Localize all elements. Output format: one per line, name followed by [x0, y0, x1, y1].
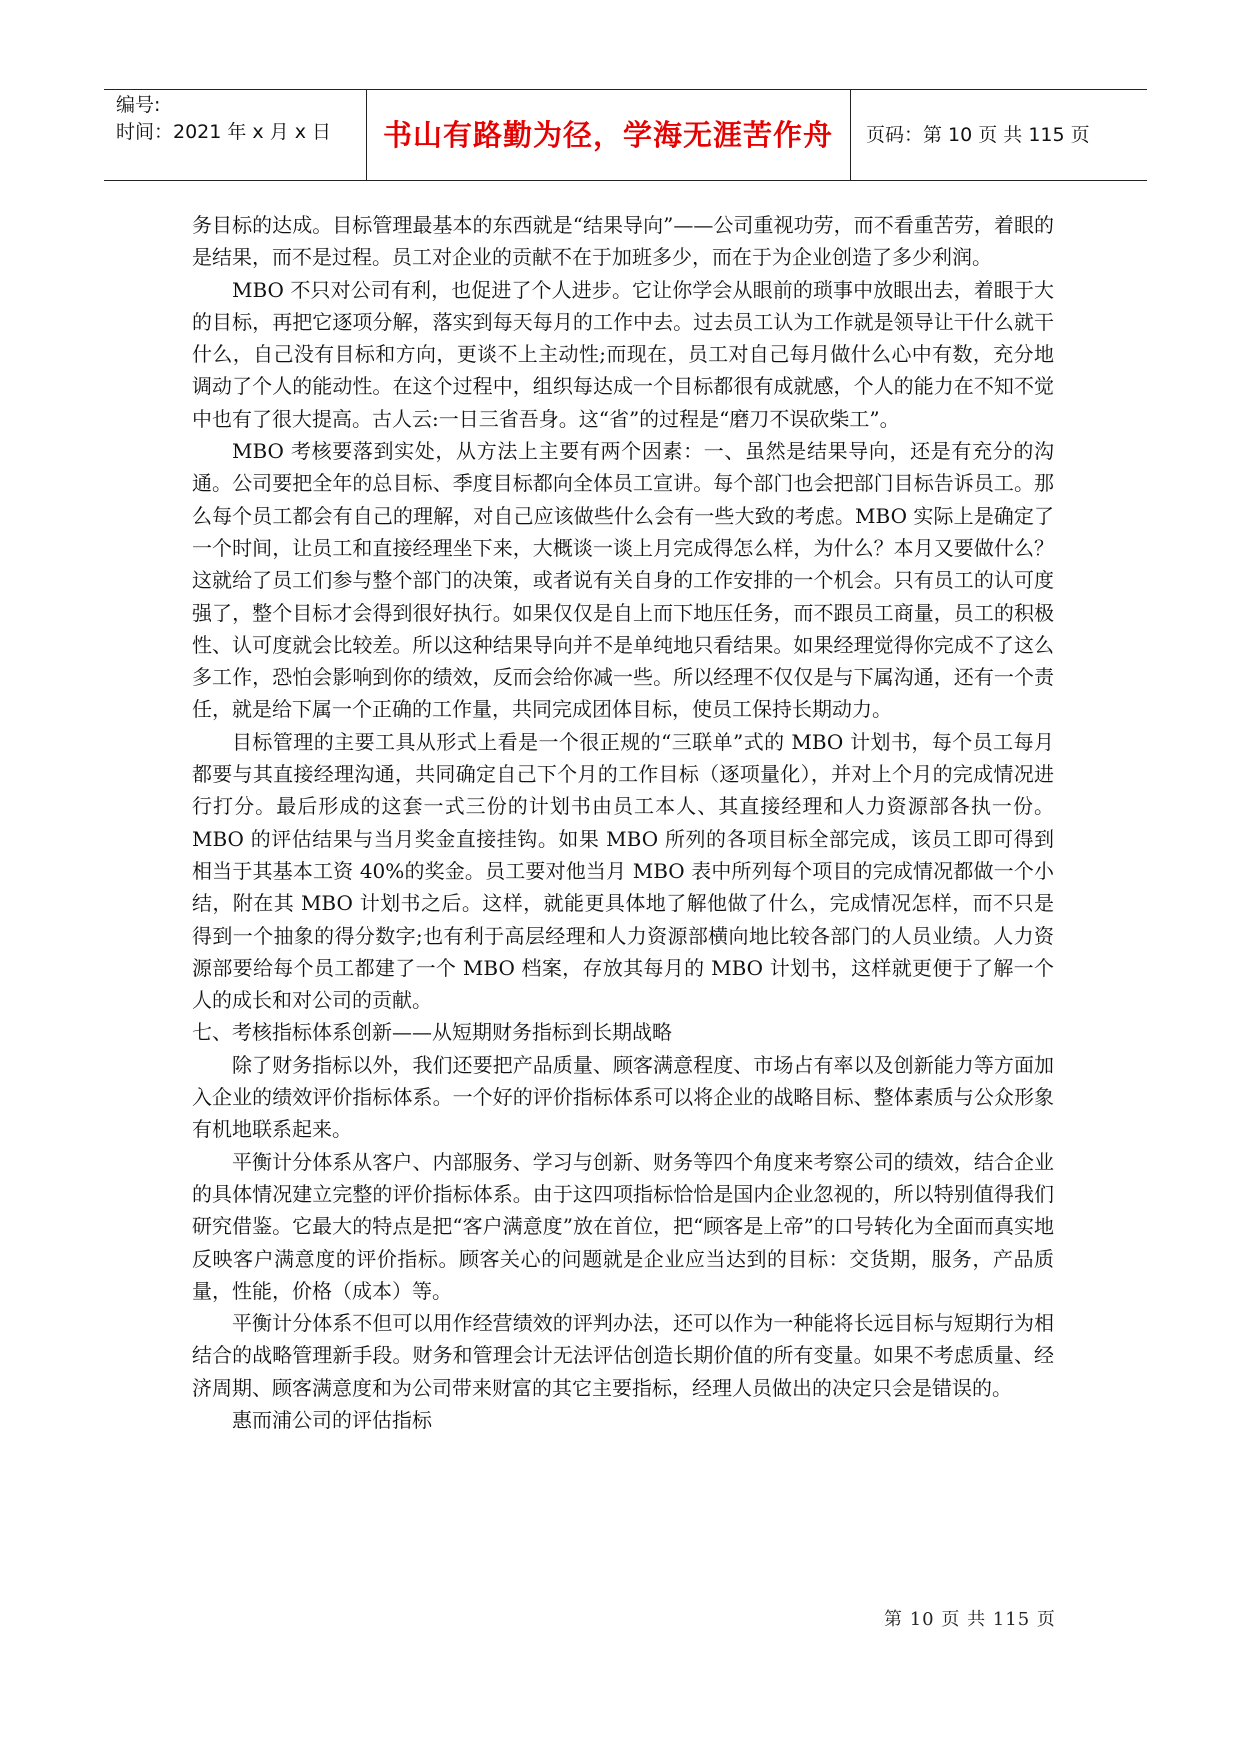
body-paragraph: 平衡计分体系不但可以用作经营绩效的评判办法，还可以作为一种能将长远目标与短期行为相结合的战略管理新手段。财务和管理会计无法评估创造长期价值的所有变量。如果不考虑质量、经济周期、顾客满意度和为公司带来财富的其它主要指标，经理人员做出的决定只会是错误的。 — [192, 1311, 1054, 1400]
page-footer: 第 10 页 共 115 页 — [884, 1609, 1056, 1630]
body-paragraph: MBO 不只对公司有利，也促进了个人进步。它让你学会从眼前的琐事中放眼出去，着眼于大的目标，再把它逐项分解，落实到每天每月的工作中去。过去员工认为工作就是领导让干什么就干什么，自己没有目标和方向，更谈不上主动性;而现在，员工对自己每月做什么心中有数，充分地调动了个人的能动性。在这个过程中，组织每达成一个目标都很有成就感，个人的能力在不知不觉中也有了很大提高。古人云:一日三省吾身。这“省”的过程是“磨刀不误砍柴工”。 — [192, 277, 1054, 431]
header-motto: 书山有路勤为径，学海无涯苦作舟 — [382, 118, 833, 152]
body-paragraph: 惠而浦公司的评估指标 — [232, 1407, 432, 1432]
document-time-label: 时间：2021 年 x 月 x 日 — [116, 121, 332, 143]
section-heading: 七、考核指标体系创新——从短期财务指标到长期战略 — [192, 1020, 672, 1045]
page-header — [104, 89, 1147, 181]
document-number-label: 编号: — [116, 94, 161, 116]
document-body — [192, 209, 1054, 1436]
body-paragraph: 目标管理的主要工具从形式上看是一个很正规的“三联单”式的 MBO 计划书，每个员工每月都要与其直接经理沟通，共同确定自己下个月的工作目标（逐项量化），并对上个月的完成情况进行打分。最后形成的这套一式三份的计划书由员工本人、其直接经理和人力资源部各执一份。MBO 的评估结果与当月奖金直接挂钩。如果 MBO 所列的各项目标全部完成，该员工即可得到相当于其基本工资 40%的奖金。员工要对他当月 MBO 表中所列每个项目的完成情况都做一个小结，附在其 MBO 计划书之后。这样，就能更具体地了解他做了什么，完成情况怎样，而不只是得到一个抽象的得分数字;也有利于高层经理和人力资源部横向地比较各部门的人员业绩。人力资源部要给每个员工都建了一个 MBO 档案，存放其每月的 MBO 计划书，这样就更便于了解一个人的成长和对公司的贡献。 — [192, 729, 1054, 1013]
body-paragraph: 务目标的达成。目标管理最基本的东西就是“结果导向”——公司重视功劳，而不看重苦劳，着眼的是结果，而不是过程。员工对企业的贡献不在于加班多少，而在于为企业创造了多少利润。 — [192, 213, 1054, 270]
body-paragraph: 除了财务指标以外，我们还要把产品质量、顾客满意程度、市场占有率以及创新能力等方面加入企业的绩效评价指标体系。一个好的评价指标体系可以将企业的战略目标、整体素质与公众形象有机地联系起来。 — [192, 1052, 1054, 1142]
header-left-block — [116, 92, 331, 146]
header-page-info: 页码：第 10 页 共 115 页 — [866, 124, 1090, 146]
body-paragraph: MBO 考核要落到实处，从方法上主要有两个因素：一、虽然是结果导向，还是有充分的沟通。公司要把全年的总目标、季度目标都向全体员工宣讲。每个部门也会把部门目标告诉员工。那么每个员工都会有自己的理解，对自己应该做些什么会有一些大致的考虑。MBO 实际上是确定了一个时间，让员工和直接经理坐下来，大概谈一谈上月完成得怎么样，为什么？本月又要做什么？这就给了员工们参与整个部门的决策，或者说有关自身的工作安排的一个机会。只有员工的认可度强了，整个目标才会得到很好执行。如果仅仅是自上而下地压任务，而不跟员工商量，员工的积极性、认可度就会比较差。所以这种结果导向并不是单纯地只看结果。如果经理觉得你完成不了这么多工作，恐怕会影响到你的绩效，反而会给你减一些。所以经理不仅仅是与下属沟通，还有一个责任，就是给下属一个正确的工作量，共同完成团体目标，使员工保持长期动力。 — [192, 439, 1054, 722]
body-paragraph: 平衡计分体系从客户、内部服务、学习与创新、财务等四个角度来考察公司的绩效，结合企业的具体情况建立完整的评价指标体系。由于这四项指标恰恰是国内企业忽视的，所以特别值得我们研究借鉴。它最大的特点是把“客户满意度”放在首位，把“顾客是上帝”的口号转化为全面而真实地反映客户满意度的评价指标。顾客关心的问题就是企业应当达到的目标：交货期，服务，产品质量，性能，价格（成本）等。 — [192, 1149, 1054, 1303]
header-divider — [850, 90, 851, 180]
